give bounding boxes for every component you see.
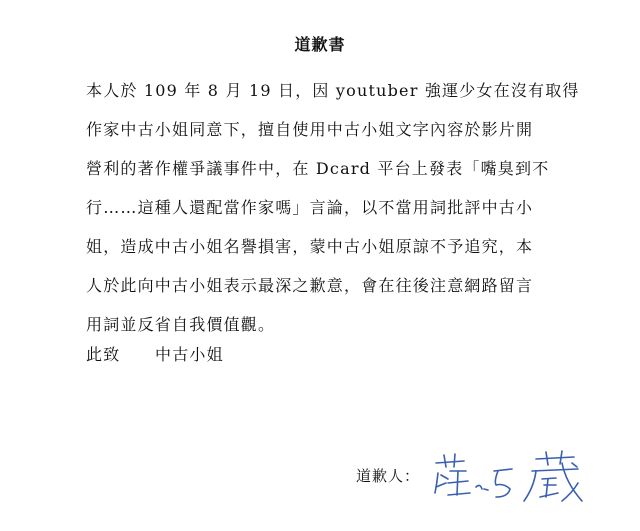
letter-body	[86, 71, 580, 344]
body-line: 本人於 109 年 8 月 19 日，因 youtuber 強運少女在沒有取得	[86, 81, 580, 100]
closing-salutation: 此致	[86, 345, 121, 364]
body-line: 用詞並反省自我價值觀。	[86, 315, 276, 334]
letter-title: 道歉書	[294, 35, 346, 54]
body-line: 營利的著作權爭議事件中，在 Dcard 平台上發表「嘴臭到不	[86, 159, 550, 178]
letter-closing	[86, 344, 224, 366]
handwritten-signature	[424, 449, 594, 509]
signature-block	[356, 455, 596, 505]
body-line: 作家中古小姐同意下，擅自使用中古小姐文字內容於影片開	[86, 120, 534, 139]
closing-recipient: 中古小姐	[155, 345, 224, 364]
body-line: 行……這種人還配當作家嗎」言論，以不當用詞批評中古小	[86, 198, 534, 217]
body-line: 人於此向中古小姐表示最深之歉意，會在往後注意網路留言	[86, 276, 534, 295]
body-line: 姐，造成中古小姐名譽損害，蒙中古小姐原諒不予追究，本	[86, 237, 534, 256]
signature-label: 道歉人：	[356, 467, 421, 485]
